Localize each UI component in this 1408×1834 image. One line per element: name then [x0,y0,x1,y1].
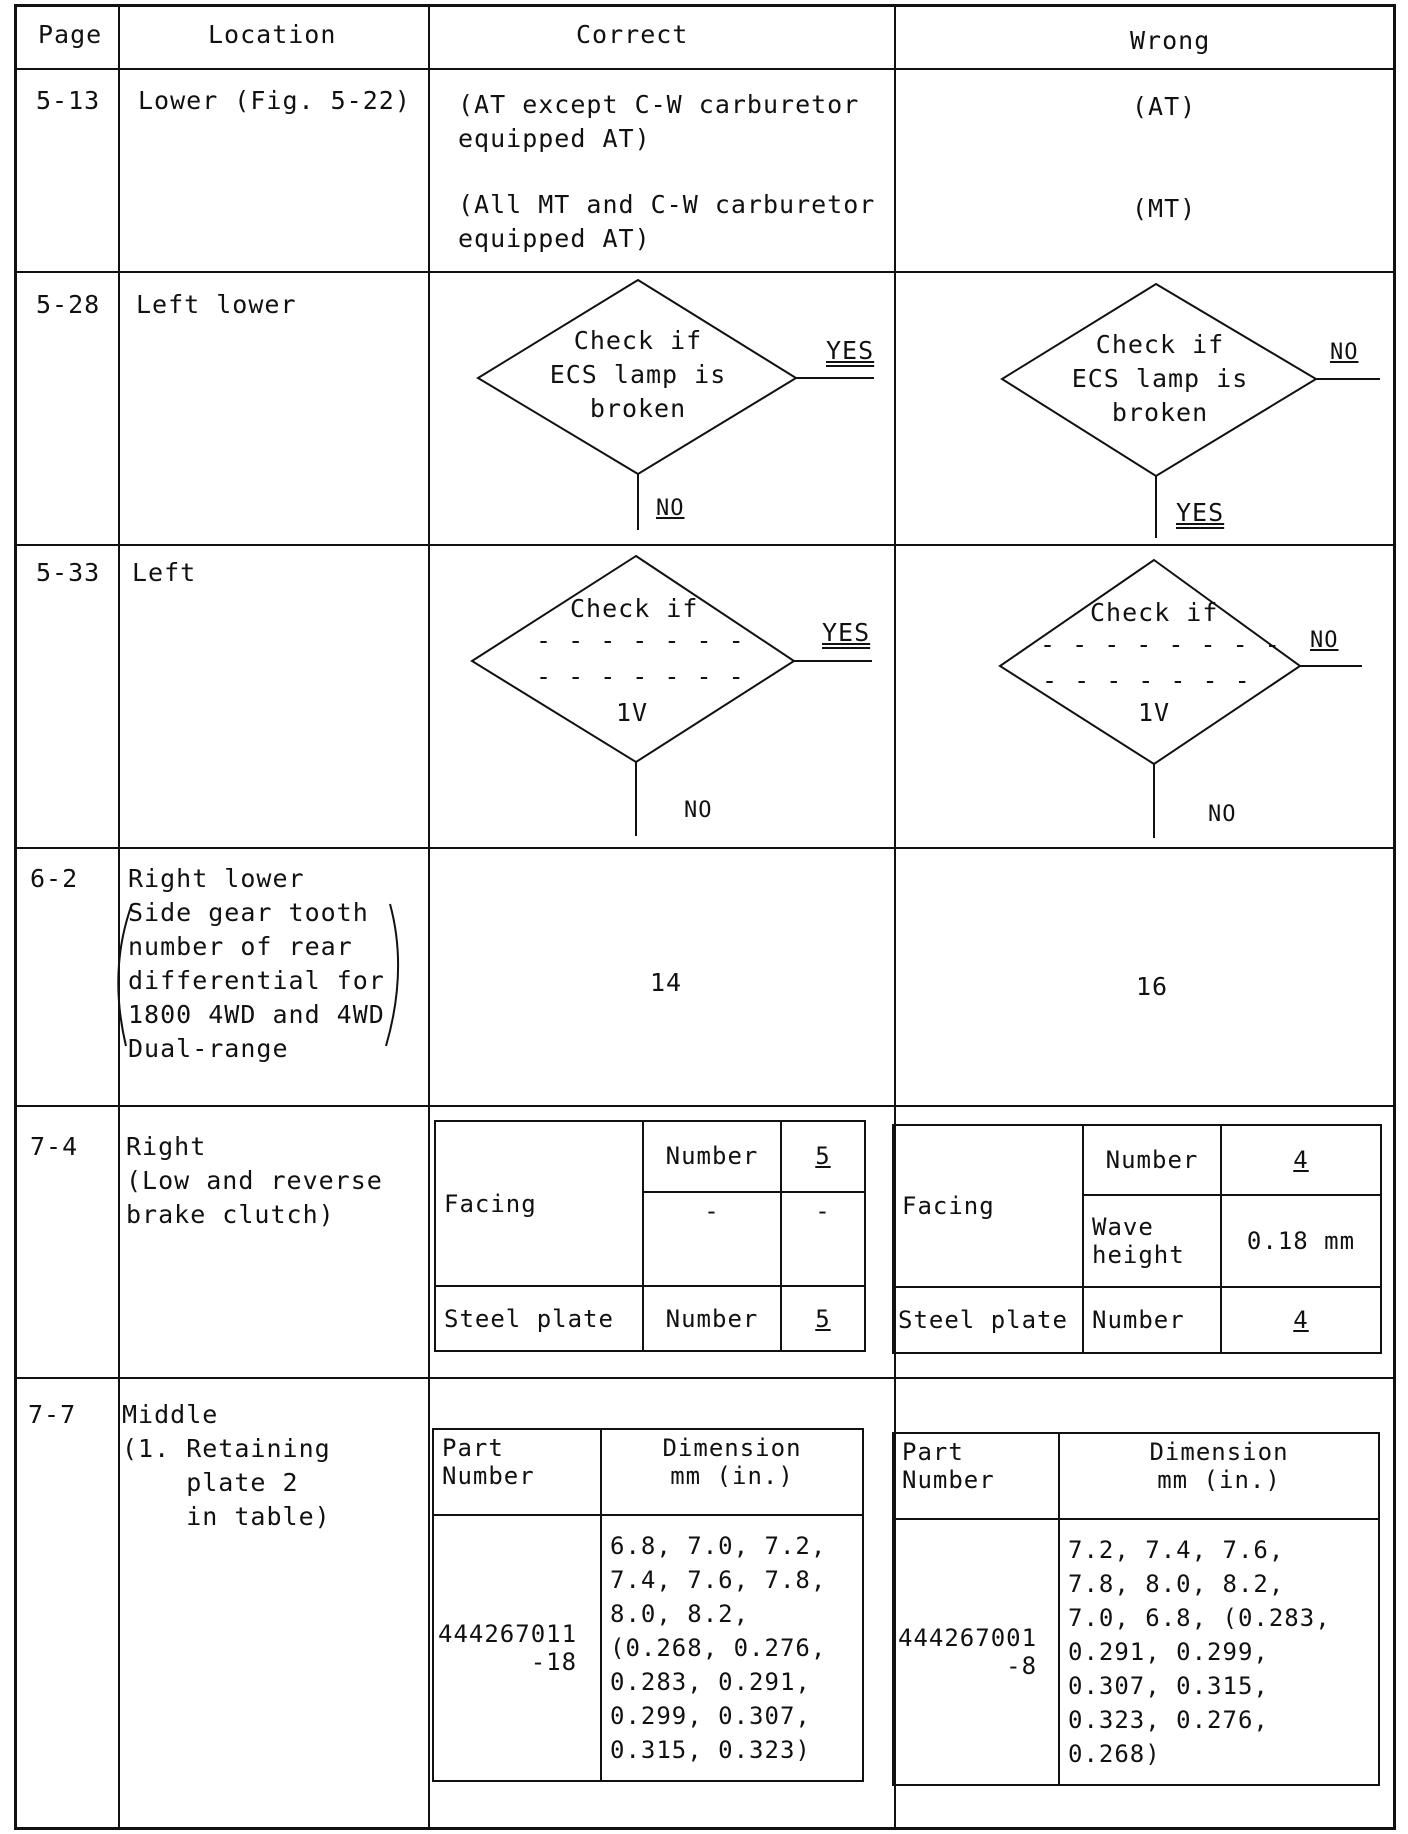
number-label: Number [1083,1125,1221,1195]
row3-wrong-dash-line: - - - - - - - [1042,666,1251,695]
row3-wrong-side-label: NO [1310,628,1339,653]
row1-correct-2: (All MT and C-W carburetor equipped AT) [458,190,876,253]
row2-correct-bottom-label: NO [656,496,685,521]
number-value: 5 [781,1121,865,1192]
header-location: Location [208,20,337,49]
right-bracket [386,904,398,1046]
decision-diamond [472,556,794,762]
row1-page: 5-13 [36,86,101,115]
row3-correct-side-label: YES [822,618,871,647]
row3-wrong-value: 1V [1138,698,1171,727]
row5-correct-spec-table [434,1120,866,1352]
header-correct: Correct [576,20,689,49]
row1-wrong-1: (AT) [1132,92,1197,121]
row1-wrong-2: (MT) [1132,194,1197,223]
wave-height-label: Wave height [1083,1195,1221,1287]
part-number-header: Part Number [433,1429,601,1515]
row3-wrong-bottom-label: NO [1208,802,1237,827]
row1-correct-1: (AT except C-W carburetor equipped AT) [458,90,860,153]
header-page: Page [38,20,103,49]
steel-number-label: Number [1083,1287,1221,1353]
row3-correct-decision-text: Check if [570,594,699,623]
number-label: Number [643,1121,781,1192]
dimension-header: Dimension mm (in.) [601,1429,863,1515]
facing-label: Facing [893,1125,1083,1287]
row3-correct-dash-line: - - - - - - - [536,662,745,691]
row3-correct-value: 1V [616,698,649,727]
row4-wrong-value: 16 [1136,972,1169,1001]
part-number-value: 444267011 -18 [433,1515,601,1781]
steel-number-value: 4 [1221,1287,1381,1353]
facing-label: Facing [435,1121,643,1286]
part-number-header: Part Number [893,1433,1059,1519]
steel-plate-label: Steel plate [893,1287,1083,1353]
dimension-header: Dimension mm (in.) [1059,1433,1379,1519]
row2-location: Left lower [136,290,297,319]
row2-correct-side-label: YES [826,336,875,365]
number-value: 4 [1221,1125,1381,1195]
steel-number-label: Number [643,1286,781,1351]
row4-location-detail: Side gear tooth number of rear differential for 1800 4WD and 4WD Dual-range [128,898,385,1063]
decision-diamond [1000,560,1300,764]
row3-wrong-dash-line: - - - - - - - - [1040,630,1281,659]
row3-correct-bottom-label: NO [684,798,713,823]
steel-number-value: 5 [781,1286,865,1351]
row6-wrong-dimension-table [892,1432,1380,1786]
header-wrong: Wrong [1130,26,1211,55]
dimension-values: 7.2, 7.4, 7.6, 7.8, 8.0, 8.2, 7.0, 6.8, (0.283, 0.291, 0.299, 0.307, 0.315, 0.323, 0.276, 0.268) [1059,1519,1379,1785]
dimension-values: 6.8, 7.0, 7.2, 7.4, 7.6, 7.8, 8.0, 8.2, (0.268, 0.276, 0.283, 0.291, 0.299, 0.307, 0.315, 0.323) [601,1515,863,1781]
row2-page: 5-28 [36,290,101,319]
row2-wrong-bottom-label: YES [1176,498,1225,527]
row3-wrong-decision-text: Check if [1090,598,1219,627]
part-number-value: 444267001 -8 [893,1519,1059,1785]
row4-page: 6-2 [30,864,79,893]
row4-correct-value: 14 [650,968,683,997]
row3-page: 5-33 [36,558,101,587]
row6-page: 7-7 [28,1400,77,1429]
row3-correct-dash-line: - - - - - - - [536,626,745,655]
row6-location: Middle (1. Retaining plate 2 in table) [122,1400,331,1531]
empty-dash: - [643,1192,781,1287]
row4-location-title: Right lower [128,864,305,893]
steel-plate-label: Steel plate [435,1286,643,1351]
row2-wrong-side-label: NO [1330,340,1359,365]
row2-wrong-decision-text: Check if ECS lamp is broken [1071,330,1249,427]
row3-location: Left [132,558,197,587]
row5-location: Right (Low and reverse brake clutch) [126,1132,383,1229]
row1-location: Lower (Fig. 5-22) [138,86,411,115]
row5-page: 7-4 [30,1132,79,1161]
row6-correct-dimension-table [432,1428,864,1782]
row5-wrong-spec-table [892,1124,1382,1354]
empty-dash: - [781,1192,865,1287]
wave-height-value: 0.18 mm [1221,1195,1381,1287]
row2-correct-decision-text: Check if ECS lamp is broken [549,326,727,423]
